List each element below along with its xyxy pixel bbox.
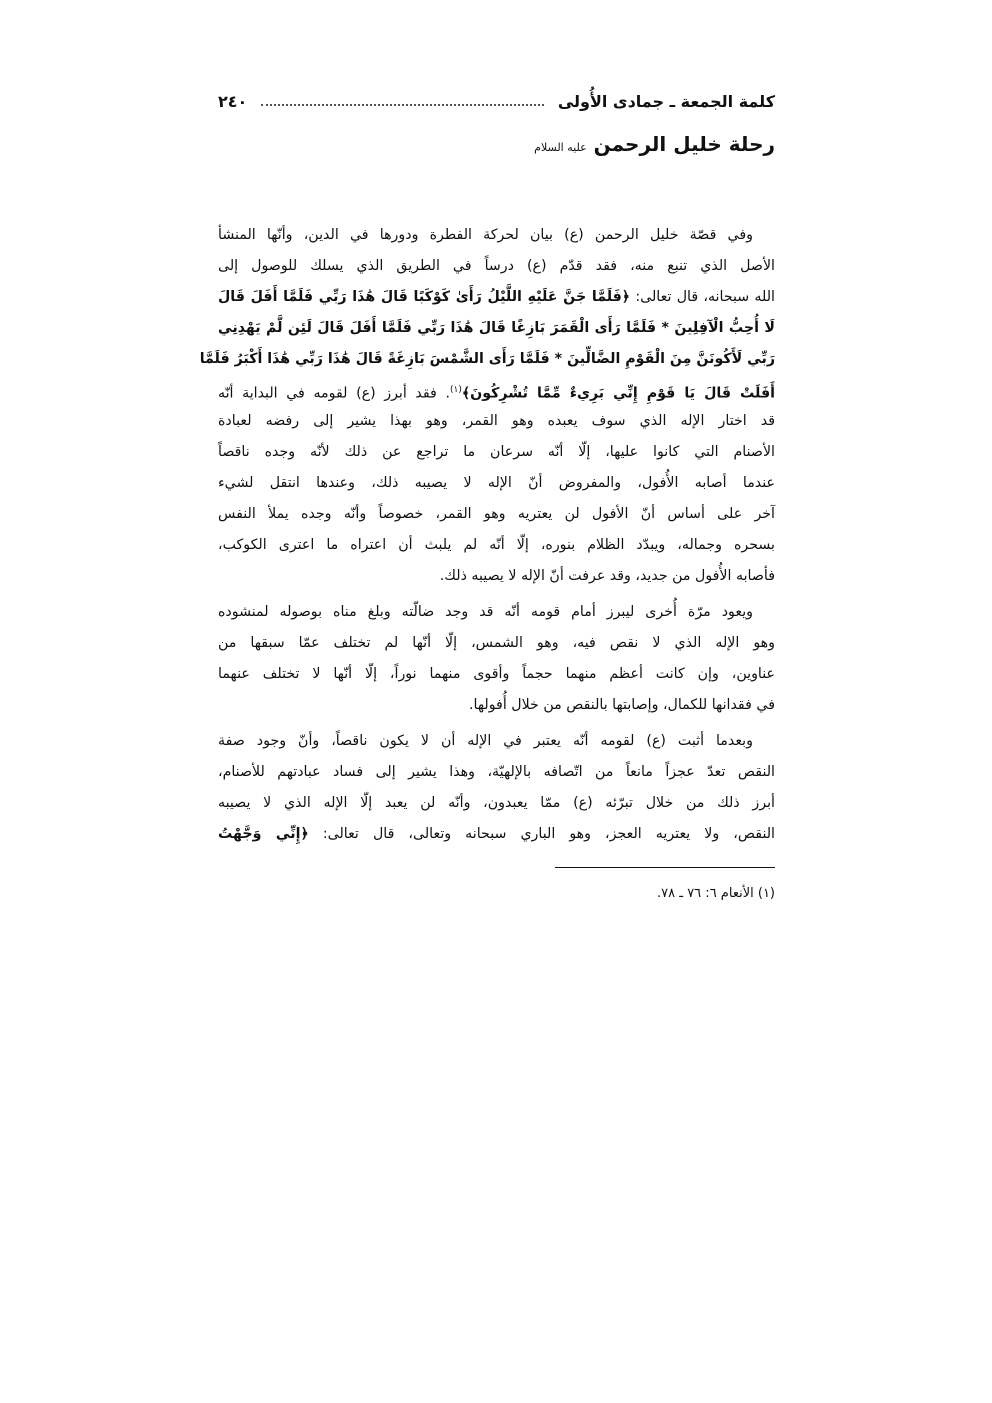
text-line: النقص تعدّ عجزاً مانعاً من اتّصافه بالإلهيّة، وهذا يشير إلى فساد عبادتهم للأصنام،: [218, 764, 775, 780]
quran-verse: رَبِّي لَأَكُونَنَّ مِنَ الْقَوْمِ الضَّالِّينَ * فَلَمَّا رَأَى الشَّمْسَ بَازِغَةً قَالَ هَٰذَا رَبِّي هَٰذَا أَكْبَرُ فَلَمَّا: [199, 351, 775, 367]
text-line: عندما أصابه الأُفول، والمفروض أنّ الإله لا يصيبه ذلك، وعندها انتقل لشيء: [218, 475, 775, 491]
text-segment: الله سبحانه، قال تعالى:: [630, 289, 775, 305]
quran-verse: ﴿إِنِّي وَجَّهْتُ: [218, 826, 309, 842]
text-line: فأصابه الأُفول من جديد، وقد عرفت أنّ الإله لا يصيبه ذلك.: [439, 568, 775, 584]
footnote-ref: (١): [449, 385, 462, 395]
footnote-divider: [555, 867, 775, 868]
running-header: [218, 86, 775, 116]
running-title: كلمة الجمعة ـ جمادى الأُولى: [557, 91, 775, 111]
text-line: بسحره وجماله، ويبدّد الظلام بنوره، إلّا أنّه لم يلبث أن اعتراه ما اعترى الكوكب،: [218, 537, 775, 553]
honorific: عليه السلام: [534, 141, 587, 154]
text-line: وهو الإله الذي لا نقص فيه، وهو الشمس، إلّا أنّها لم تختلف عمّا سبقها من: [218, 635, 775, 651]
text-segment: . فقد أبرز (ع) لقومه في البداية أنّه: [218, 385, 450, 402]
text-segment: النقص، ولا يعتريه العجز، وهو الباري سبحانه وتعالى، قال تعالى:: [308, 826, 775, 842]
text-line: أبرز ذلك من خلال تبرّئه (ع) ممّا يعبدون، وأنّه لن يعبد إلّا الإله الذي لا يصيبه: [218, 795, 775, 811]
text-line: [218, 819, 775, 850]
quran-verse: أَفَلَتْ قَالَ يَا قَوْمِ إِنِّي بَرِيءٌ مِّمَّا تُشْرِكُونَ﴾: [461, 385, 775, 402]
dotted-leader: [261, 96, 544, 106]
section-title: [534, 132, 775, 156]
text-line: الأصنام التي كانوا عليها، إلّا أنّه سرعان ما تراجع عن ذلك لأنّه وجده ناقصاً: [218, 444, 775, 460]
text-line: وفي قصّة خليل الرحمن (ع) بيان لحركة الفطرة ودورها في الدين، وأنّها المنشأ: [218, 227, 753, 243]
text-line: آخر على أساس أنّ الأفول لن يعتريه وهو القمر، خصوصاً وأنّه وجده يملأ النفس: [218, 506, 775, 522]
text-line: ويعود مرّة أُخرى ليبرز أمام قومه أنّه قد وجد ضالّته وبلغ مناه بوصوله لمنشوده: [218, 604, 753, 620]
section-title-text: رحلة خليل الرحمن: [593, 132, 775, 156]
text-line: وبعدما أثبت (ع) لقومه أنّه يعتبر في الإله أن لا يكون ناقصاً، وأنّ وجود صفة: [218, 733, 753, 749]
text-line: قد اختار الإله الذي سوف يعبده وهو القمر، وهو بهذا يشير إلى رفضه لعبادة: [218, 413, 775, 429]
text-line: الأصل الذي تنبع منه، فقد قدّم (ع) درساً في الطريق الذي يسلك للوصول إلى: [218, 258, 775, 274]
body-text: [199, 220, 775, 850]
footnote: (١) الأنعام ٦: ٧٦ ـ ٧٨.: [657, 886, 775, 901]
quran-verse: ﴿فَلَمَّا جَنَّ عَلَيْهِ اللَّيْلُ رَأَىٰ كَوْكَبًا قَالَ هَٰذَا رَبِّي فَلَمَّا أَفَلَ قَالَ: [218, 289, 631, 305]
quran-verse: لَا أُحِبُّ الْآفِلِينَ * فَلَمَّا رَأَى الْقَمَرَ بَازِغًا قَالَ هَٰذَا رَبِّي فَلَمَّا أَفَلَ قَالَ لَئِن لَّمْ يَهْدِنِي: [218, 320, 775, 336]
text-line: عناوين، وإن كانت أعظم منهما حجماً وأقوى منهما نوراً، إلّا أنّها لا تختلف عنهما: [218, 666, 775, 682]
page-number: ٢٤٠: [218, 91, 248, 111]
text-line: في فقدانها للكمال، وإصابتها بالنقص من خلال أُفولها.: [469, 697, 775, 713]
text-line: [218, 375, 775, 406]
text-line: [218, 282, 775, 313]
